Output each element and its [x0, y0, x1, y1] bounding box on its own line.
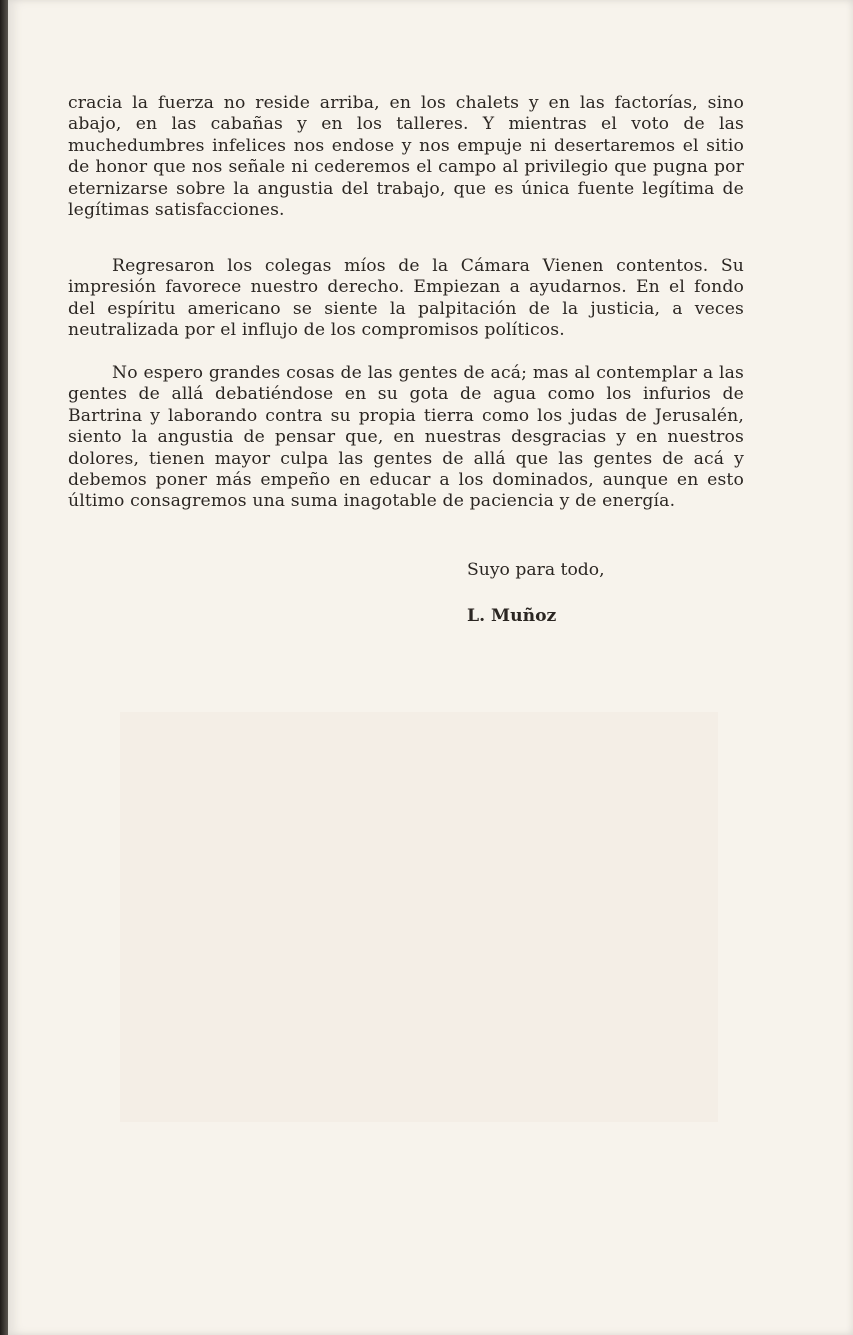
page-edge-shadow — [0, 0, 8, 1335]
paragraph-text: Regresaron los colegas míos de la Cámara Vienen contentos. Su impresión favorece nuestro derecho. Empiezan a ayudarnos. En el fondo del espíritu americano se siente la palpitación de la justicia, a veces neutralizada por el influjo de los compromisos políticos. — [68, 256, 744, 341]
paragraph-text: No espero grandes cosas de las gentes de acá; mas al contemplar a las gentes de allá debatiéndose en su gota de agua como los infurios de Bartrina y laborando contra su propia tierra como los judas de Jerusalén, siento la angustia de pensar que, en nuestras desgracias y en nuestros dolores, tienen mayor culpa las gentes de allá que las gentes de acá y debemos poner más empeño en educar a los dominados, aunque en esto último consagremos una suma inagotable de paciencia y de energía. — [68, 363, 744, 512]
letter-paragraph-2 — [68, 256, 744, 342]
letter-paragraph-1 — [68, 93, 744, 221]
letter-paragraph-3 — [68, 363, 744, 513]
letter-signature: L. Muñoz — [467, 606, 557, 626]
faded-bleedthrough-area — [120, 712, 718, 1122]
paragraph-text: cracia la fuerza no reside arriba, en los chalets y en las factorías, sino abajo, en las cabañas y en los talleres. Y mientras el voto de las muchedumbres infelices nos endose y nos empuje ni desertaremos el sitio de honor que nos señale ni cederemos el campo al privilegio que pugna por eternizarse sobre la angustia del trabajo, que es única fuente legítima de legítimas satisfacciones. — [68, 93, 744, 221]
letter-closing: Suyo para todo, — [467, 560, 605, 580]
